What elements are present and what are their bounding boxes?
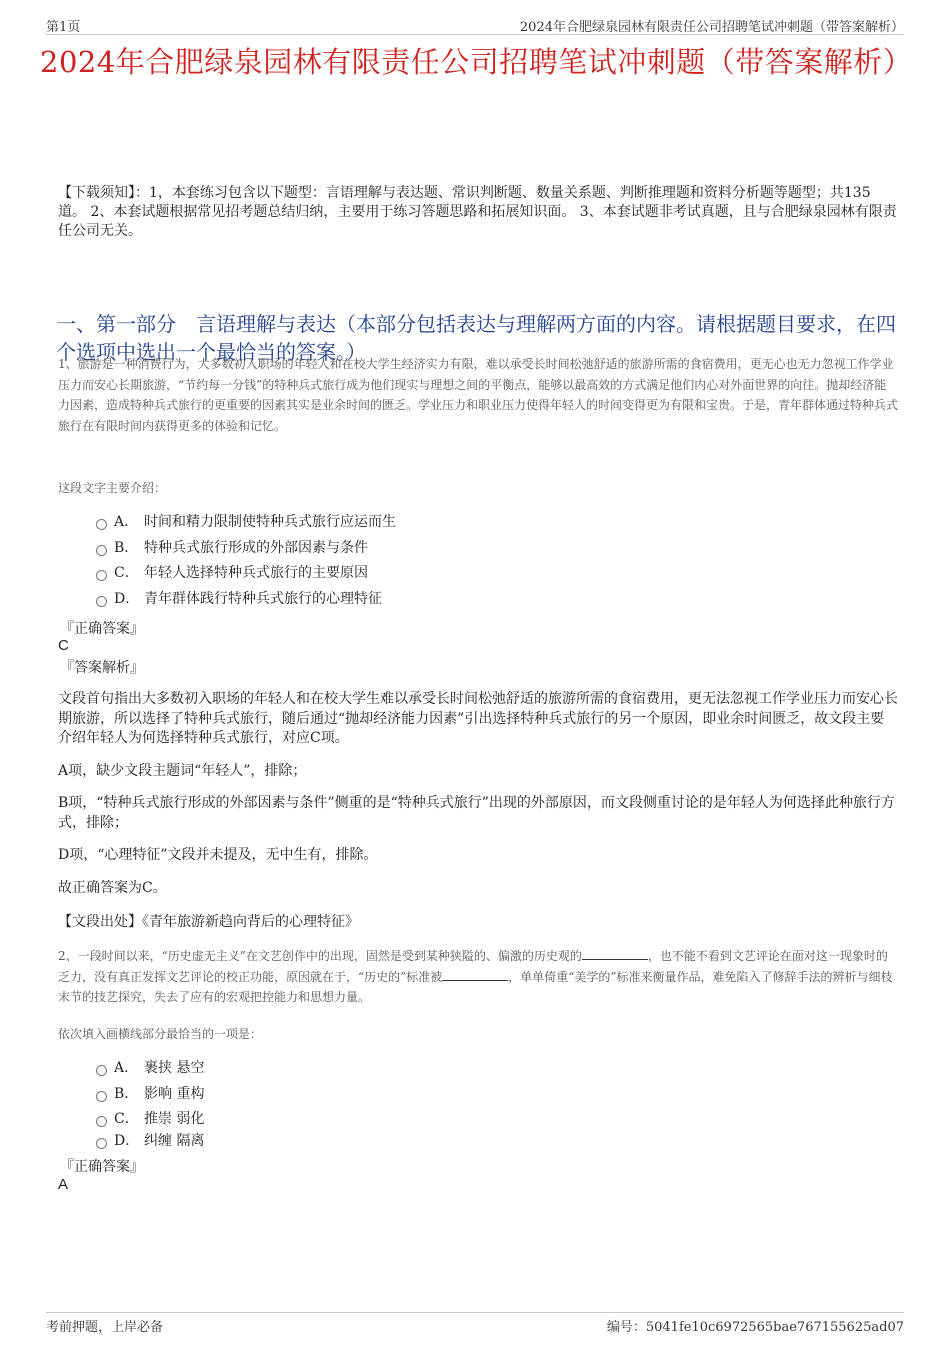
section-heading: 一、第一部分 言语理解与表达（本部分包括表达与理解两方面的内容。请根据题目要求，在四个选项中选出一个最恰当的答案。）: [56, 312, 896, 364]
analysis-paragraph: 文段首句指出大多数初入职场的年轻人和在校大学生难以承受长时间松弛舒适的旅游所需的食宿费用，更无法忽视工作学业压力而安心长期旅游，所以选择了特种兵式旅行，随后通过“抛却经济能力因素”引出选择特种兵式旅行的另一个原因，即业余时间匮乏，故文段主要介绍年轻人为何选择特种兵式旅行，对应C项。: [58, 691, 898, 746]
question-1-prompt: 这段文字主要介绍：: [58, 481, 167, 495]
radio-icon[interactable]: [96, 570, 107, 581]
question-1-stem: 1、旅游是一种消费行为，大多数初入职场的年轻人和在校大学生经济实力有限，难以承受长时间松弛舒适的旅游所需的食宿费用，更无心也无力忽视工作学业压力而安心长期旅游，“节约每一分钱”的特种兵式旅行成为他们现实与理想之间的平衡点，能够以最高效的方式满足他们内心对外面世界的向往。抛却经济能力因素，造成特种兵式旅行的更重要的因素其实是业余时间的匮乏。学业压力和职业压力使得年轻人的时间变得更为有限和宝贵。于是，青年群体通过特种兵式旅行在有限时间内获得更多的体验和记忆。: [58, 357, 899, 433]
radio-icon[interactable]: [96, 1138, 107, 1149]
analysis-paragraph: B项，“特种兵式旅行形成的外部因素与条件”侧重的是“特种兵式旅行”出现的外部原因，而文段侧重讨论的是年轻人为何选择此种旅行方式，排除；: [58, 795, 895, 831]
correct-answer: A: [58, 1176, 69, 1193]
radio-icon[interactable]: [96, 1091, 107, 1102]
text-source: 【文段出处】《青年旅游新趋向背后的心理特征》: [58, 914, 359, 930]
question-2-stem: 2、一段时间以来，“历史虚无主义”在文艺创作中的出现，固然是受到某种狭隘的、偏激的历史观的 ，也不能不看到文艺评论在面对这一现象时的乏力，没有真正发挥文艺评论的校正功能，原因就在于，“历史的”标准被 ，单单倚重“美学的”标准来衡量作品，难免陷入了修辞手法的辨析与细枝末节的技艺探究，失去了应有的宏观把控能力和思想力量。: [58, 946, 898, 1008]
question-2-prompt: 依次填入画横线部分最恰当的一项是：: [58, 1027, 263, 1041]
radio-icon[interactable]: [96, 545, 107, 556]
analysis-paragraph: 故正确答案为C。: [58, 880, 167, 896]
page-header: [46, 14, 904, 35]
footer-slogan: 考前押题，上岸必备: [46, 1320, 164, 1335]
radio-icon[interactable]: [96, 519, 107, 530]
analysis-paragraph: A项，缺少文段主题词“年轻人”，排除；: [58, 763, 307, 779]
download-notice: 【下载须知】：1，本套练习包含以下题型：言语理解与表达题、常识判断题、数量关系题、判断推理题和资料分析题等题型；共135道。 2、本套试题根据常见招考题总结归纳，主要用于练习答题思路和拓展知识面。 3、本套试题非考试真题，且与合肥绿泉园林有限责任公司无关。: [58, 185, 897, 239]
fill-blank: [442, 967, 508, 981]
analysis-paragraph: D项，“心理特征”文段并未提及，无中生有，排除。: [58, 847, 378, 863]
fill-blank: [582, 946, 648, 960]
answer-label: 『正确答案』: [60, 1159, 144, 1175]
page-footer: [46, 1312, 904, 1335]
answer-label: 『正确答案』: [60, 621, 144, 637]
radio-icon[interactable]: [96, 596, 107, 607]
footer-serial: 编号：5041fe10c6972565bae767155625ad07: [606, 1320, 904, 1335]
page-number: 第1页: [46, 20, 81, 35]
document-title: 2024年合肥绿泉园林有限责任公司招聘笔试冲刺题（带答案解析）: [40, 45, 913, 79]
radio-icon[interactable]: [96, 1065, 107, 1076]
analysis-label: 『答案解析』: [60, 660, 144, 676]
radio-icon[interactable]: [96, 1116, 107, 1127]
correct-answer: C: [58, 637, 69, 654]
header-doc-title: 2024年合肥绿泉园林有限责任公司招聘笔试冲刺题（带答案解析）: [519, 20, 904, 35]
